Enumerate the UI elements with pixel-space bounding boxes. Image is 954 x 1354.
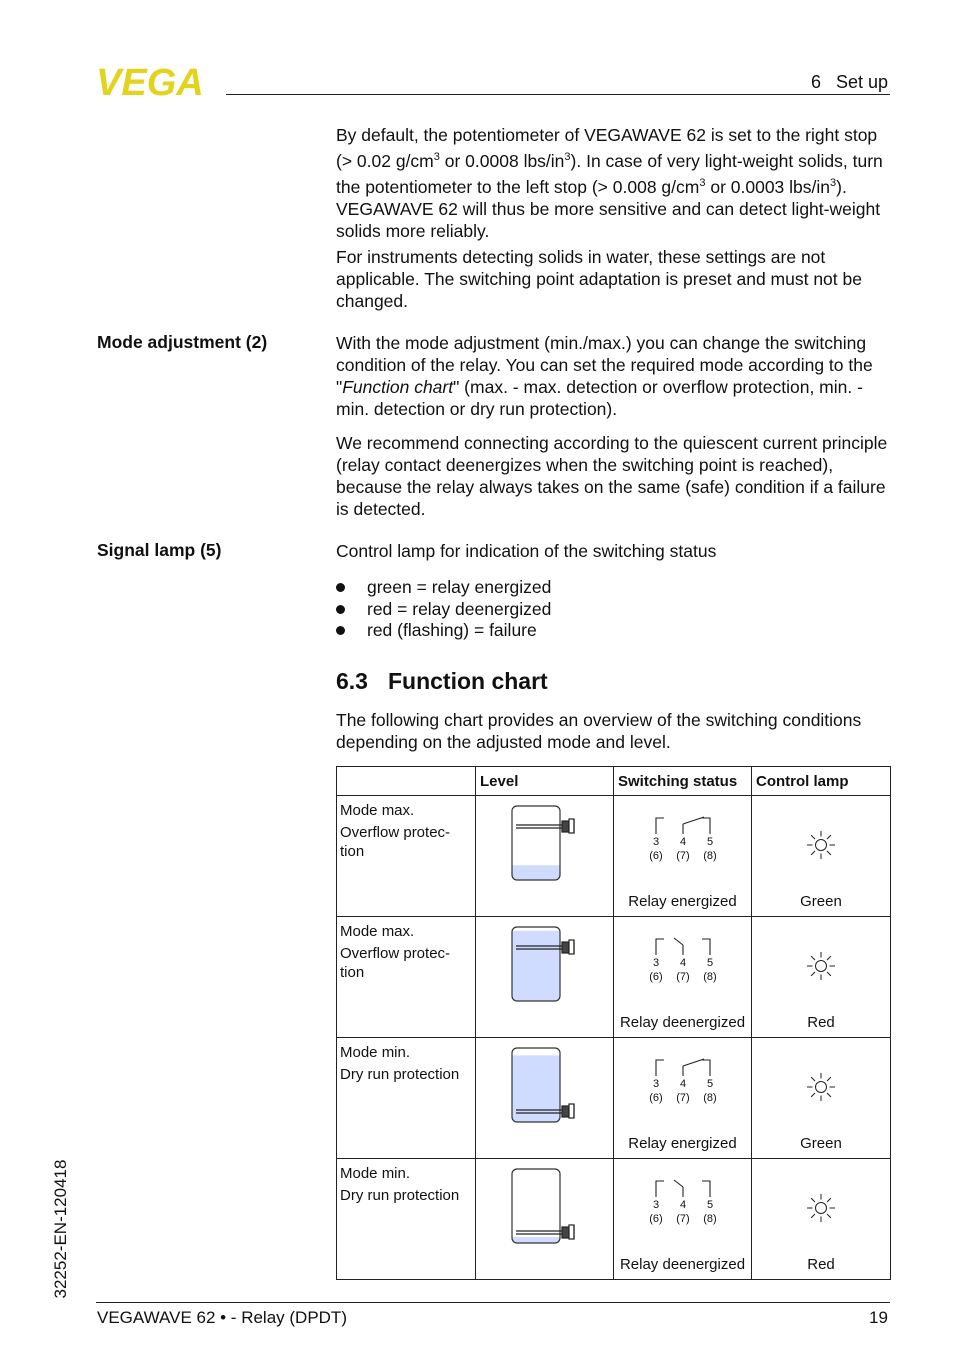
liquid-level <box>512 1237 560 1243</box>
mode-description: Overflow protec- <box>340 824 451 841</box>
terminal-number-alt: (7) <box>676 850 690 862</box>
mode-label: Mode max. <box>340 923 415 940</box>
header-rule <box>226 94 890 95</box>
section-heading: 6.3 Function chart <box>336 668 548 694</box>
mode-adjustment-paragraph-2: We recommend connecting according to the quiescent current principle (relay contact deenergizes when the switching point is reached), because the relay always takes on the same (safe) condition if a failure is detected. <box>336 433 888 519</box>
terminal-number-alt: (7) <box>676 1213 690 1225</box>
mode-cell <box>337 796 476 917</box>
terminal-number-alt: (7) <box>676 1092 690 1104</box>
sensor-icon <box>516 1225 574 1239</box>
intro-paragraph-1: By default, the potentiometer of VEGAWAVE 62 is set to the right stop (> 0.02 $g/cm^3$ or 0.0008 lbs/$in^3$). In case of very light-weight solids, turn the potentiometer to the left stop (> 0.008 $g/cm^3$ or 0.0003 lbs/$in^3$). VEGAWAVE 62 will thus be more sensitive and can detect light-weight solids more reliably. <box>336 125 883 241</box>
header-level: Level <box>476 767 614 796</box>
mode-label: Mode min. <box>340 1165 411 1182</box>
terminal-number: 5 <box>706 1078 714 1090</box>
switching-status-cell <box>614 1159 752 1280</box>
page-number: 19 <box>869 1308 888 1327</box>
mode-cell <box>337 1038 476 1159</box>
bullet-icon <box>336 605 345 614</box>
liquid-level <box>512 1055 560 1122</box>
footer-product: VEGAWAVE 62 • - Relay (DPDT) <box>97 1308 347 1327</box>
vega-logo <box>96 64 220 98</box>
level-cell <box>476 1159 614 1280</box>
list-item: red (flashing) = failure <box>336 620 836 642</box>
function-chart-intro: The following chart provides an overview of the switching conditions depending on the adjusted mode and level. <box>336 710 862 752</box>
section-label: 6 Set up <box>811 72 889 92</box>
relay-contact-icon <box>642 1179 726 1231</box>
mode-cell <box>337 917 476 1038</box>
terminal-number: 4 <box>679 957 687 969</box>
terminal-number-alt: (8) <box>703 971 717 983</box>
table-header-row <box>337 767 891 796</box>
switching-status-cell <box>614 1038 752 1159</box>
terminal-number-alt: (6) <box>649 1092 663 1104</box>
terminal-number-alt: (6) <box>649 1213 663 1225</box>
lamp-icon <box>804 1070 838 1104</box>
relay-contact-icon <box>642 816 726 868</box>
terminal-number: 3 <box>652 1199 660 1211</box>
terminal-number: 4 <box>679 1078 687 1090</box>
switching-status-cell <box>614 796 752 917</box>
mode-label: Mode max. <box>340 802 415 819</box>
tank-icon <box>506 1046 586 1126</box>
terminal-number: 3 <box>652 1078 660 1090</box>
list-item: red = relay deenergized <box>336 599 836 621</box>
liquid-level <box>512 865 560 880</box>
level-cell <box>476 796 614 917</box>
header-control-lamp: Control lamp <box>752 767 891 796</box>
tank-icon <box>506 925 586 1005</box>
lamp-icon <box>804 949 838 983</box>
terminal-number: 5 <box>706 957 714 969</box>
mode-description-cont: tion <box>340 964 365 981</box>
tank-outline <box>512 1169 560 1243</box>
intro-paragraph-2: For instruments detecting solids in water, these settings are not applicable. The switching point adaptation is preset and must not be changed. <box>336 247 862 311</box>
terminal-number-alt: (8) <box>703 1213 717 1225</box>
control-lamp-cell <box>752 917 891 1038</box>
header-mode <box>337 767 476 796</box>
level-cell <box>476 917 614 1038</box>
table-row <box>337 917 891 1038</box>
terminal-number: 3 <box>652 957 660 969</box>
mode-label: Mode min. <box>340 1044 411 1061</box>
relay-contact-icon <box>642 1058 726 1110</box>
table-row <box>337 796 891 917</box>
footer-rule <box>96 1302 890 1303</box>
terminal-number-alt: (6) <box>649 850 663 862</box>
control-lamp-cell <box>752 1038 891 1159</box>
lamp-color-label: Red <box>807 1256 835 1273</box>
relay-status-label: Relay deenergized <box>619 1014 746 1031</box>
control-lamp-cell <box>752 1159 891 1280</box>
terminal-number: 4 <box>679 836 687 848</box>
lamp-icon <box>804 1191 838 1225</box>
list-item: green = relay energized <box>336 577 836 599</box>
relay-status-label: Relay energized <box>628 893 737 910</box>
lamp-color-label: Red <box>807 1014 835 1031</box>
relay-status-label: Relay deenergized <box>619 1256 746 1273</box>
terminal-number: 3 <box>652 836 660 848</box>
tank-icon <box>506 1167 586 1247</box>
terminal-number-alt: (8) <box>703 850 717 862</box>
sensor-icon <box>516 819 574 833</box>
mode-description: Dry run protection <box>340 1187 460 1204</box>
mode-adjustment-paragraph-1: With the mode adjustment (min./max.) you can change the switching condition of the relay. You can set the required mode according to the "Function chart" (max. - max. detection or overflow protection, min. - min. detection or dry run protection). <box>336 333 873 419</box>
signal-lamp-label: Signal lamp (5) <box>97 540 222 560</box>
terminal-number-alt: (7) <box>676 971 690 983</box>
control-lamp-cell <box>752 796 891 917</box>
mode-adjustment-label: Mode adjustment (2) <box>97 332 268 352</box>
bullet-icon <box>336 583 345 592</box>
signal-lamp-intro: Control lamp for indication of the switching status <box>336 541 717 561</box>
table-row <box>337 1038 891 1159</box>
bullet-icon <box>336 626 345 635</box>
terminal-number-alt: (6) <box>649 971 663 983</box>
mode-description: Dry run protection <box>340 1066 460 1083</box>
level-cell <box>476 1038 614 1159</box>
header-switching-status: Switching status <box>614 767 752 796</box>
mode-description: Overflow protec- <box>340 945 451 962</box>
function-chart-table <box>336 766 891 1280</box>
table-row <box>337 1159 891 1280</box>
signal-lamp-list <box>336 577 836 642</box>
lamp-icon <box>804 828 838 862</box>
mode-description-cont: tion <box>340 843 365 860</box>
terminal-number: 4 <box>679 1199 687 1211</box>
tank-icon <box>506 804 586 884</box>
vega-logo-text: VEGA <box>96 64 204 98</box>
relay-status-label: Relay energized <box>628 1135 737 1152</box>
relay-contact-icon <box>642 937 726 989</box>
lamp-color-label: Green <box>800 1135 842 1152</box>
liquid-level <box>512 931 560 1001</box>
terminal-number: 5 <box>706 1199 714 1211</box>
terminal-number-alt: (8) <box>703 1092 717 1104</box>
document-number: 32252-EN-120418 <box>51 1159 70 1299</box>
lamp-color-label: Green <box>800 893 842 910</box>
switching-status-cell <box>614 917 752 1038</box>
terminal-number: 5 <box>706 836 714 848</box>
mode-cell <box>337 1159 476 1280</box>
